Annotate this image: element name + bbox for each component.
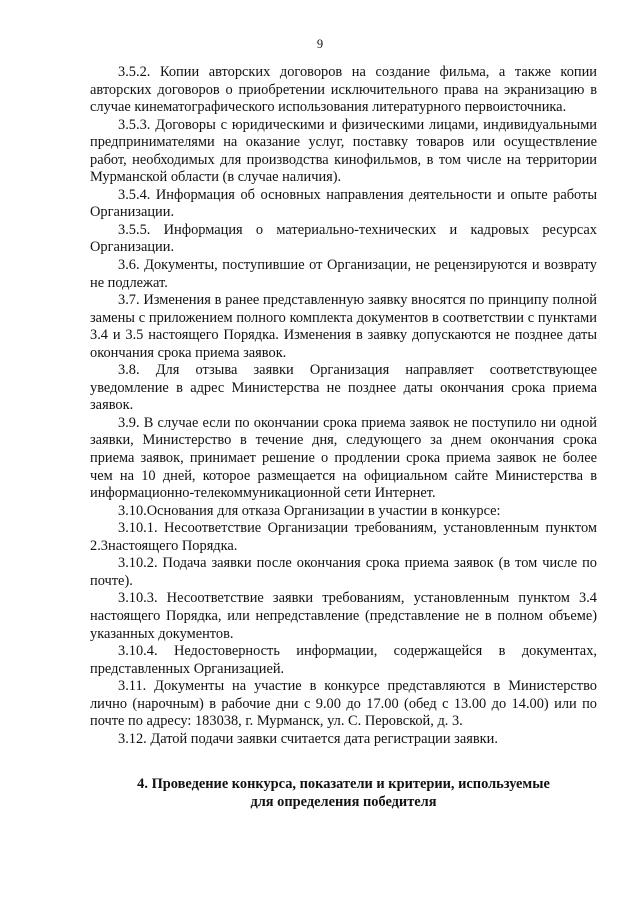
section-heading (90, 775, 597, 811)
document-body (90, 64, 597, 748)
paragraph-3-9: 3.9. В случае если по окончании срока приема заявок не поступило ни одной заявки, Министерство в течение дня, следующего за днем окончания срока приема заявок, принимает решение о продлении срока приема заявок не более чем на 10 дней, которое размещается на официальном сайте Министерства в информационно-телекоммуникационной сети Интернет. (90, 414, 597, 502)
paragraph-3-5-2: 3.5.2. Копии авторских договоров на создание фильма, а также копии авторских договоров о приобретении исключительного права на экранизацию в случае кинематографического использования литературного первоисточника. (90, 64, 597, 116)
paragraph-3-11: 3.11. Документы на участие в конкурсе представляются в Министерство лично (нарочным) в рабочие дни с 9.00 до 17.00 (обед с 13.00 до 14.00) или по почте по адресу: 183038, г. Мурманск, ул. С. Перовской, д. 3. (90, 678, 597, 730)
paragraph-3-10-4: 3.10.4. Недостоверность информации, содержащейся в документах, представленных Организацией. (90, 643, 597, 677)
section-heading-line-1: 4. Проведение конкурса, показатели и критерии, используемые (137, 776, 550, 792)
section-heading-line-2: для определения победителя (250, 794, 437, 810)
paragraph-3-5-3: 3.5.3. Договоры с юридическими и физическими лицами, индивидуальными предпринимателями на оказание услуг, поставку товаров или осуществление работ, необходимых для производства кинофильмов, в том числе на территории Мурманской области (в случае наличия). (90, 116, 597, 186)
paragraph-3-6: 3.6. Документы, поступившие от Организации, не рецензируются и возврату не подлежат. (90, 257, 597, 291)
paragraph-3-10-2: 3.10.2. Подача заявки после окончания срока приема заявок (в том числе по почте). (90, 555, 597, 589)
paragraph-3-7: 3.7. Изменения в ранее представленную заявку вносятся по принципу полной замены с приложением полного комплекта документов в соответствии с пунктами 3.4 и 3.5 настоящего Порядка. Изменения в заявку допускаются не позднее даты окончания срока приема заявок. (90, 292, 597, 361)
paragraph-3-5-4: 3.5.4. Информация об основных направления деятельности и опыте работы Организации. (90, 186, 597, 221)
paragraph-3-10: 3.10.Основания для отказа Организации в участии в конкурсе: (118, 502, 501, 519)
page-number: 9 (316, 37, 324, 51)
paragraph-3-10-1: 3.10.1. Несоответствие Организации требованиям, установленным пунктом 2.3настоящего Порядка. (90, 520, 597, 554)
paragraph-3-5-5: 3.5.5. Информация о материально-технических и кадровых ресурсах Организации. (90, 221, 597, 256)
paragraph-3-8: 3.8. Для отзыва заявки Организация направляет соответствующее уведомление в адрес Министерства не позднее даты окончания срока приема заявок. (90, 362, 597, 414)
paragraph-3-10-3: 3.10.3. Несоответствие заявки требованиям, установленным пунктом 3.4 настоящего Порядка, или непредставление (представление не в полном объеме) указанных документов. (90, 590, 597, 642)
paragraph-3-12: 3.12. Датой подачи заявки считается дата регистрации заявки. (118, 730, 498, 747)
